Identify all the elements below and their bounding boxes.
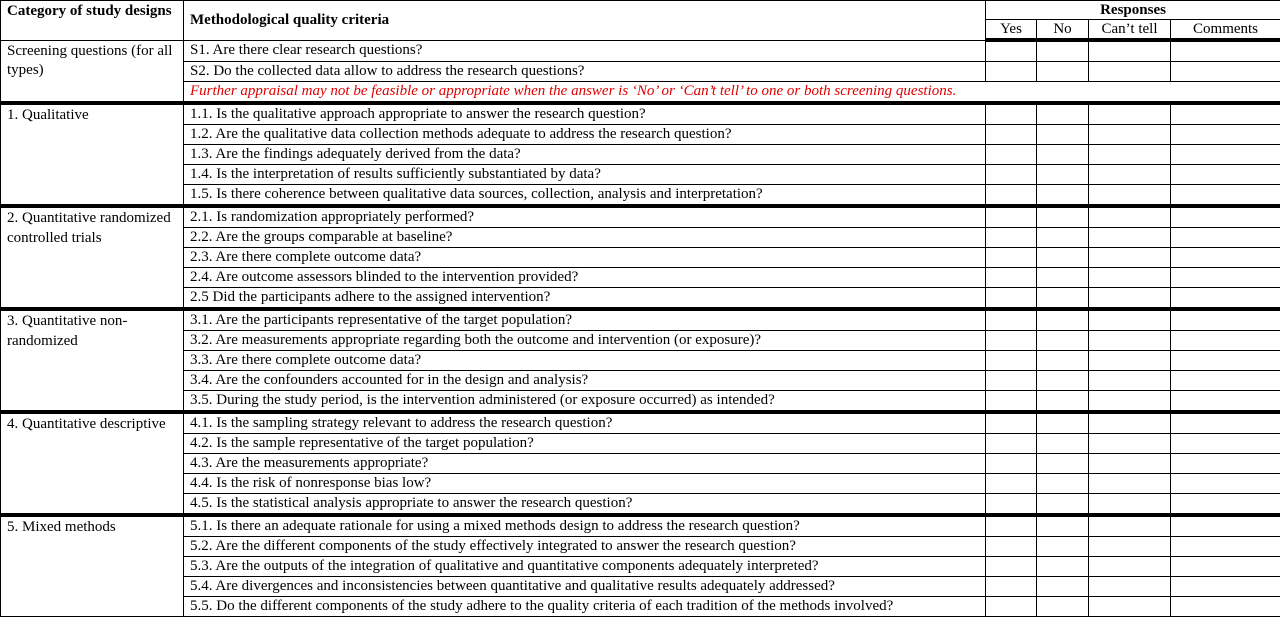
comments-cell[interactable] (1171, 62, 1280, 82)
no-cell[interactable] (1037, 494, 1089, 516)
comments-cell[interactable] (1171, 557, 1280, 577)
no-cell[interactable] (1037, 412, 1089, 434)
cant-tell-cell[interactable] (1089, 454, 1171, 474)
no-cell[interactable] (1037, 331, 1089, 351)
no-cell[interactable] (1037, 515, 1089, 537)
yes-cell[interactable] (986, 434, 1037, 454)
criteria-cell: 1.3. Are the findings adequately derived from the data? (184, 145, 986, 165)
comments-cell[interactable] (1171, 125, 1280, 145)
table-row (1, 515, 1280, 537)
criteria-cell: 4.3. Are the measurements appropriate? (184, 454, 986, 474)
table-row (1, 268, 1280, 288)
table-row (1, 454, 1280, 474)
criteria-cell: 3.5. During the study period, is the intervention administered (or exposure occurred) as intended? (184, 391, 986, 413)
yes-cell[interactable] (986, 268, 1037, 288)
comments-cell[interactable] (1171, 454, 1280, 474)
criteria-cell: 2.1. Is randomization appropriately performed? (184, 206, 986, 228)
comments-cell[interactable] (1171, 412, 1280, 434)
header-category: Category of study designs (1, 1, 184, 41)
screening-category: Screening questions (for all types) (1, 40, 184, 103)
criteria-cell: 3.1. Are the participants representative of the target population? (184, 309, 986, 331)
table-row (1, 474, 1280, 494)
yes-cell[interactable] (986, 331, 1037, 351)
no-cell[interactable] (1037, 434, 1089, 454)
criteria-cell: 4.4. Is the risk of nonresponse bias low? (184, 474, 986, 494)
cant-tell-cell[interactable] (1089, 125, 1171, 145)
cant-tell-cell[interactable] (1089, 206, 1171, 228)
category-cell: 2. Quantitative randomized controlled trials (1, 206, 184, 309)
comments-cell[interactable] (1171, 206, 1280, 228)
category-cell: 5. Mixed methods (1, 515, 184, 617)
criteria-cell: 5.5. Do the different components of the study adhere to the quality criteria of each tradition of the methods involved? (184, 597, 986, 617)
no-cell[interactable] (1037, 557, 1089, 577)
cant-tell-cell[interactable] (1089, 557, 1171, 577)
comments-cell[interactable] (1171, 228, 1280, 248)
cant-tell-cell[interactable] (1089, 577, 1171, 597)
yes-cell[interactable] (986, 103, 1037, 125)
yes-cell[interactable] (986, 537, 1037, 557)
criteria-cell: 5.4. Are divergences and inconsistencies between quantitative and qualitative results adequately addressed? (184, 577, 986, 597)
table-row (1, 434, 1280, 454)
criteria-cell: 4.1. Is the sampling strategy relevant to address the research question? (184, 412, 986, 434)
criteria-cell: 1.5. Is there coherence between qualitative data sources, collection, analysis and interpretation? (184, 185, 986, 207)
yes-cell[interactable] (986, 577, 1037, 597)
no-cell[interactable] (1037, 145, 1089, 165)
category-cell: 4. Quantitative descriptive (1, 412, 184, 515)
yes-cell[interactable] (986, 228, 1037, 248)
criteria-cell: 2.3. Are there complete outcome data? (184, 248, 986, 268)
comments-cell[interactable] (1171, 40, 1280, 62)
comments-cell[interactable] (1171, 371, 1280, 391)
no-cell[interactable] (1037, 206, 1089, 228)
no-cell[interactable] (1037, 228, 1089, 248)
yes-cell[interactable] (986, 40, 1037, 62)
criteria-cell: 5.3. Are the outputs of the integration of qualitative and quantitative components adequately interpreted? (184, 557, 986, 577)
yes-cell[interactable] (986, 309, 1037, 331)
comments-cell[interactable] (1171, 391, 1280, 413)
category-cell: 3. Quantitative non-randomized (1, 309, 184, 412)
table-row (1, 125, 1280, 145)
comments-cell[interactable] (1171, 494, 1280, 516)
criteria-cell: 3.4. Are the confounders accounted for in the design and analysis? (184, 371, 986, 391)
cant-tell-cell[interactable] (1089, 597, 1171, 617)
table-row (1, 494, 1280, 516)
no-cell[interactable] (1037, 537, 1089, 557)
header-cant-tell: Can’t tell (1089, 20, 1171, 41)
cant-tell-cell[interactable] (1089, 494, 1171, 516)
yes-cell[interactable] (986, 248, 1037, 268)
header-comments: Comments (1171, 20, 1280, 41)
no-cell[interactable] (1037, 40, 1089, 62)
cant-tell-cell[interactable] (1089, 40, 1171, 62)
screening-note: Further appraisal may not be feasible or appropriate when the answer is ‘No’ or ‘Can’t tell’ to one or both screening questions. (184, 82, 1280, 104)
table-row (1, 597, 1280, 617)
no-cell[interactable] (1037, 62, 1089, 82)
no-cell[interactable] (1037, 309, 1089, 331)
criteria-cell: 4.5. Is the statistical analysis appropriate to answer the research question? (184, 494, 986, 516)
criteria-cell: S2. Do the collected data allow to address the research questions? (184, 62, 986, 82)
cant-tell-cell[interactable] (1089, 412, 1171, 434)
cant-tell-cell[interactable] (1089, 248, 1171, 268)
yes-cell[interactable] (986, 597, 1037, 617)
no-cell[interactable] (1037, 351, 1089, 371)
table-row (1, 82, 1280, 104)
criteria-cell: 1.1. Is the qualitative approach appropriate to answer the research question? (184, 103, 986, 125)
table-header (1, 1, 1280, 41)
comments-cell[interactable] (1171, 165, 1280, 185)
table-row (1, 391, 1280, 413)
comments-cell[interactable] (1171, 103, 1280, 125)
criteria-cell: 5.1. Is there an adequate rationale for using a mixed methods design to address the research question? (184, 515, 986, 537)
criteria-cell: 4.2. Is the sample representative of the target population? (184, 434, 986, 454)
table-row (1, 351, 1280, 371)
header-responses: Responses (986, 1, 1280, 20)
no-cell[interactable] (1037, 391, 1089, 413)
comments-cell[interactable] (1171, 537, 1280, 557)
table-row (1, 577, 1280, 597)
comments-cell[interactable] (1171, 351, 1280, 371)
table-row (1, 557, 1280, 577)
no-cell[interactable] (1037, 371, 1089, 391)
cant-tell-cell[interactable] (1089, 371, 1171, 391)
table-row (1, 537, 1280, 557)
table-row (1, 206, 1280, 228)
table-row (1, 412, 1280, 434)
cant-tell-cell[interactable] (1089, 309, 1171, 331)
cant-tell-cell[interactable] (1089, 434, 1171, 454)
yes-cell[interactable] (986, 351, 1037, 371)
yes-cell[interactable] (986, 62, 1037, 82)
table-row (1, 165, 1280, 185)
table-row (1, 288, 1280, 310)
cant-tell-cell[interactable] (1089, 351, 1171, 371)
header-yes: Yes (986, 20, 1037, 41)
table-row (1, 228, 1280, 248)
cant-tell-cell[interactable] (1089, 228, 1171, 248)
criteria-cell: 2.5 Did the participants adhere to the assigned intervention? (184, 288, 986, 310)
yes-cell[interactable] (986, 557, 1037, 577)
cant-tell-cell[interactable] (1089, 145, 1171, 165)
yes-cell[interactable] (986, 474, 1037, 494)
comments-cell[interactable] (1171, 185, 1280, 207)
yes-cell[interactable] (986, 412, 1037, 434)
no-cell[interactable] (1037, 103, 1089, 125)
no-cell[interactable] (1037, 454, 1089, 474)
no-cell[interactable] (1037, 268, 1089, 288)
comments-cell[interactable] (1171, 288, 1280, 310)
category-cell: 1. Qualitative (1, 103, 184, 206)
table-row (1, 103, 1280, 125)
cant-tell-cell[interactable] (1089, 185, 1171, 207)
no-cell[interactable] (1037, 125, 1089, 145)
table-row (1, 331, 1280, 351)
cant-tell-cell[interactable] (1089, 474, 1171, 494)
comments-cell[interactable] (1171, 597, 1280, 617)
table-row (1, 40, 1280, 62)
comments-cell[interactable] (1171, 268, 1280, 288)
yes-cell[interactable] (986, 494, 1037, 516)
table-row (1, 62, 1280, 82)
cant-tell-cell[interactable] (1089, 537, 1171, 557)
yes-cell[interactable] (986, 515, 1037, 537)
cant-tell-cell[interactable] (1089, 62, 1171, 82)
yes-cell[interactable] (986, 454, 1037, 474)
table-row (1, 371, 1280, 391)
cant-tell-cell[interactable] (1089, 331, 1171, 351)
cant-tell-cell[interactable] (1089, 288, 1171, 310)
criteria-cell: 2.4. Are outcome assessors blinded to the intervention provided? (184, 268, 986, 288)
table-row (1, 145, 1280, 165)
criteria-cell: 3.2. Are measurements appropriate regarding both the outcome and intervention (or exposure)? (184, 331, 986, 351)
comments-cell[interactable] (1171, 331, 1280, 351)
table-row (1, 309, 1280, 331)
cant-tell-cell[interactable] (1089, 391, 1171, 413)
criteria-cell: 1.4. Is the interpretation of results sufficiently substantiated by data? (184, 165, 986, 185)
criteria-cell: 3.3. Are there complete outcome data? (184, 351, 986, 371)
yes-cell[interactable] (986, 145, 1037, 165)
cant-tell-cell[interactable] (1089, 103, 1171, 125)
criteria-cell: S1. Are there clear research questions? (184, 40, 986, 62)
yes-cell[interactable] (986, 206, 1037, 228)
table-row (1, 248, 1280, 268)
table-row (1, 185, 1280, 207)
no-cell[interactable] (1037, 577, 1089, 597)
criteria-cell: 2.2. Are the groups comparable at baseline? (184, 228, 986, 248)
header-no: No (1037, 20, 1089, 41)
criteria-cell: 1.2. Are the qualitative data collection methods adequate to address the research question? (184, 125, 986, 145)
no-cell[interactable] (1037, 288, 1089, 310)
yes-cell[interactable] (986, 288, 1037, 310)
cant-tell-cell[interactable] (1089, 515, 1171, 537)
no-cell[interactable] (1037, 474, 1089, 494)
criteria-cell: 5.2. Are the different components of the study effectively integrated to answer the research question? (184, 537, 986, 557)
comments-cell[interactable] (1171, 434, 1280, 454)
cant-tell-cell[interactable] (1089, 268, 1171, 288)
yes-cell[interactable] (986, 391, 1037, 413)
comments-cell[interactable] (1171, 309, 1280, 331)
yes-cell[interactable] (986, 185, 1037, 207)
no-cell[interactable] (1037, 185, 1089, 207)
comments-cell[interactable] (1171, 248, 1280, 268)
comments-cell[interactable] (1171, 474, 1280, 494)
no-cell[interactable] (1037, 165, 1089, 185)
yes-cell[interactable] (986, 125, 1037, 145)
comments-cell[interactable] (1171, 577, 1280, 597)
table-body (1, 40, 1280, 617)
no-cell[interactable] (1037, 597, 1089, 617)
comments-cell[interactable] (1171, 515, 1280, 537)
header-criteria: Methodological quality criteria (184, 1, 986, 41)
cant-tell-cell[interactable] (1089, 165, 1171, 185)
no-cell[interactable] (1037, 248, 1089, 268)
yes-cell[interactable] (986, 165, 1037, 185)
comments-cell[interactable] (1171, 145, 1280, 165)
yes-cell[interactable] (986, 371, 1037, 391)
